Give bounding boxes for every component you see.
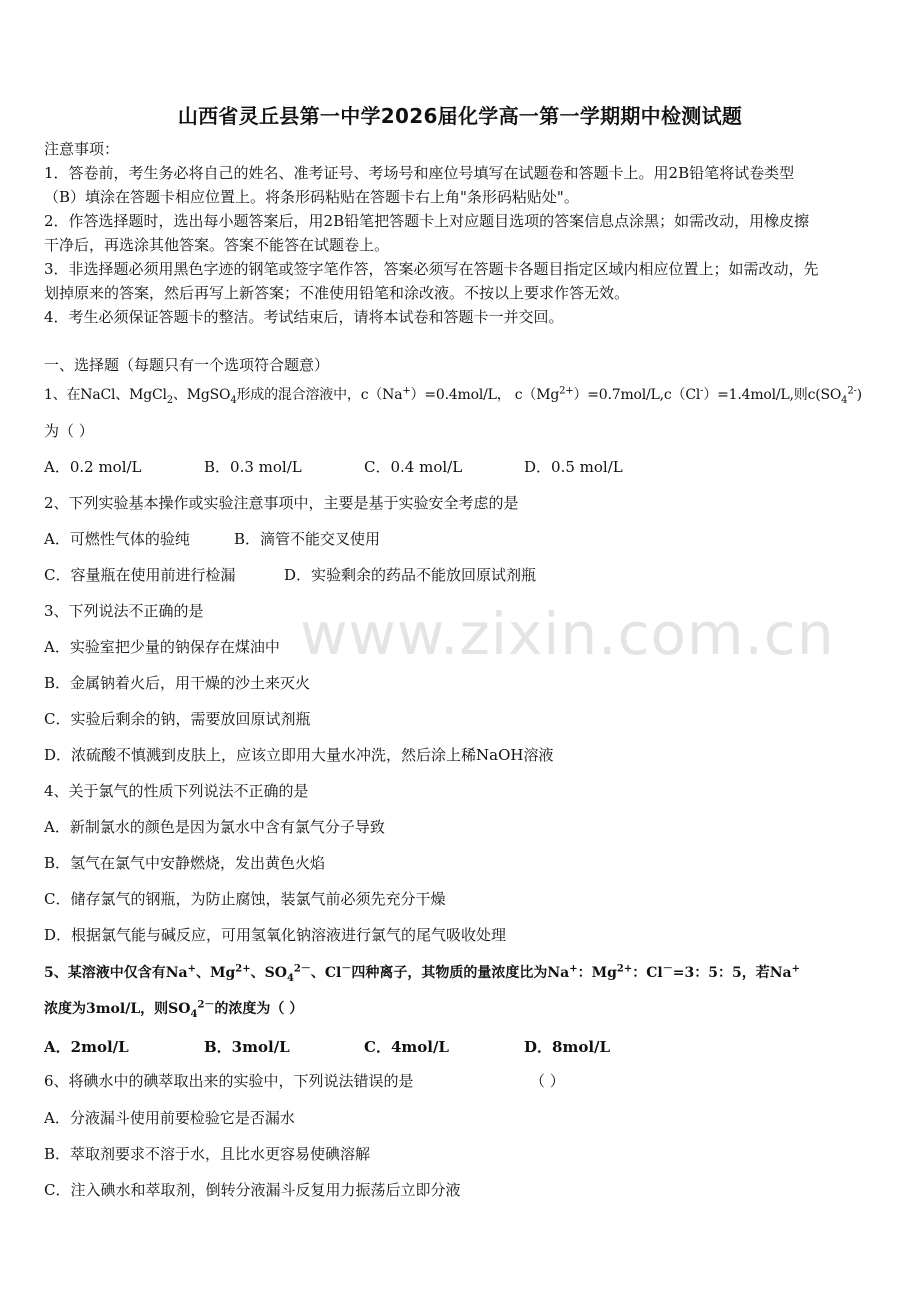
question-3-option-b: B．金属钠着火后，用干燥的沙土来灭火 bbox=[44, 674, 311, 692]
notice-line: 1．答卷前，考生务必将自己的姓名、准考证号、考场号和座位号填写在试题卷和答题卡上。用2B铅笔将试卷类型 bbox=[44, 164, 795, 182]
page-title: 山西省灵丘县第一中学2026届化学高一第一学期期中检测试题 bbox=[177, 104, 743, 128]
notice-line: 划掉原来的答案，然后再写上新答案；不准使用铅笔和涂改液。不按以上要求作答无效。 bbox=[44, 284, 630, 302]
notice-line: 2．作答选择题时，选出每小题答案后，用2B铅笔把答题卡上对应题目选项的答案信息点涂黑；如需改动，用橡皮擦 bbox=[44, 212, 810, 230]
question-1-stem-cont: 为（ ） bbox=[44, 422, 94, 440]
question-6-stem: 6、将碘水中的碘萃取出来的实验中，下列说法错误的是 bbox=[44, 1072, 414, 1090]
notice-line: 4．考生必须保证答题卡的整洁。考试结束后，请将本试卷和答题卡一并交回。 bbox=[44, 308, 564, 326]
question-5-option-d: D．8mol/L bbox=[524, 1038, 611, 1056]
question-4-option-b: B．氢气在氯气中安静燃烧，发出黄色火焰 bbox=[44, 854, 326, 872]
question-3-option-d: D．浓硫酸不慎溅到皮肤上，应该立即用大量水冲洗，然后涂上稀NaOH溶液 bbox=[44, 746, 554, 764]
question-1-stem: 1、在NaCl、MgCl$_2$、MgSO$_4$形成的混合溶液中，c（Na+）=0.4mol/L， $c(Mg^{2+})=0.7mol/L,c(Cl^-)=1.4mol/L$,则$c(SO_4^{2-})$ bbox=[44, 385, 862, 406]
question-1-option-b: B．0.3 mol/L bbox=[204, 458, 302, 476]
notice-heading: 注意事项： bbox=[44, 140, 120, 158]
notice-line: （B）填涂在答题卡相应位置上。将条形码粘贴在答题卡右上角"条形码粘贴处"。 bbox=[44, 188, 579, 206]
question-2-option-d: D．实验剩余的药品不能放回原试剂瓶 bbox=[284, 566, 537, 584]
question-5-stem: 5、某溶液中仅含有Na+、$Mg^{2+}$、$SO_4^{2-}$、Cl－四种离子，其物质的量浓度比为Na+：$Mg^{2+}$：Cl－=3：5：5，若Na+ bbox=[44, 963, 800, 984]
notice-line: 干净后，再选涂其他答案。答案不能答在试题卷上。 bbox=[44, 236, 390, 254]
question-1-option-d: D．0.5 mol/L bbox=[524, 458, 623, 476]
question-1-option-a: A．0.2 mol/L bbox=[44, 458, 142, 476]
question-2-option-c: C．容量瓶在使用前进行检漏 bbox=[44, 566, 236, 584]
question-1-option-c: C．0.4 mol/L bbox=[364, 458, 463, 476]
question-6-answer-paren: （ ） bbox=[530, 1072, 565, 1090]
question-5-stem-cont: 浓度为3mol/L，则$SO_4^{2-}$的浓度为（ ） bbox=[44, 999, 304, 1020]
question-6-option-a: A．分液漏斗使用前要检验它是否漏水 bbox=[44, 1109, 295, 1127]
section-heading: 一、选择题（每题只有一个选项符合题意） bbox=[44, 356, 330, 374]
question-6-option-b: B．萃取剂要求不溶于水，且比水更容易使碘溶解 bbox=[44, 1145, 371, 1163]
question-6-option-c: C．注入碘水和萃取剂，倒转分液漏斗反复用力振荡后立即分液 bbox=[44, 1181, 461, 1199]
question-3-option-c: C．实验后剩余的钠，需要放回原试剂瓶 bbox=[44, 710, 311, 728]
question-3-option-a: A．实验室把少量的钠保存在煤油中 bbox=[44, 638, 280, 656]
question-4-option-c: C．储存氯气的钢瓶，为防止腐蚀，装氯气前必须先充分干燥 bbox=[44, 890, 446, 908]
question-5-option-c: C．4mol/L bbox=[364, 1038, 449, 1056]
question-2-option-a: A．可燃性气体的验纯 bbox=[44, 530, 190, 548]
question-4-option-a: A．新制氯水的颜色是因为氯水中含有氯气分子导致 bbox=[44, 818, 385, 836]
question-3-stem: 3、下列说法不正确的是 bbox=[44, 602, 204, 620]
question-4-stem: 4、关于氯气的性质下列说法不正确的是 bbox=[44, 782, 309, 800]
question-4-option-d: D．根据氯气能与碱反应，可用氢氧化钠溶液进行氯气的尾气吸收处理 bbox=[44, 926, 507, 944]
watermark: www.zixin.com.cn bbox=[300, 600, 835, 668]
question-5-option-b: B．3mol/L bbox=[204, 1038, 290, 1056]
question-5-option-a: A．2mol/L bbox=[44, 1038, 129, 1056]
notice-line: 3．非选择题必须用黑色字迹的钢笔或签字笔作答，答案必须写在答题卡各题目指定区域内相应位置上；如需改动，先 bbox=[44, 260, 819, 278]
question-2-option-b: B．滴管不能交叉使用 bbox=[234, 530, 381, 548]
question-2-stem: 2、下列实验基本操作或实验注意事项中，主要是基于实验安全考虑的是 bbox=[44, 494, 519, 512]
